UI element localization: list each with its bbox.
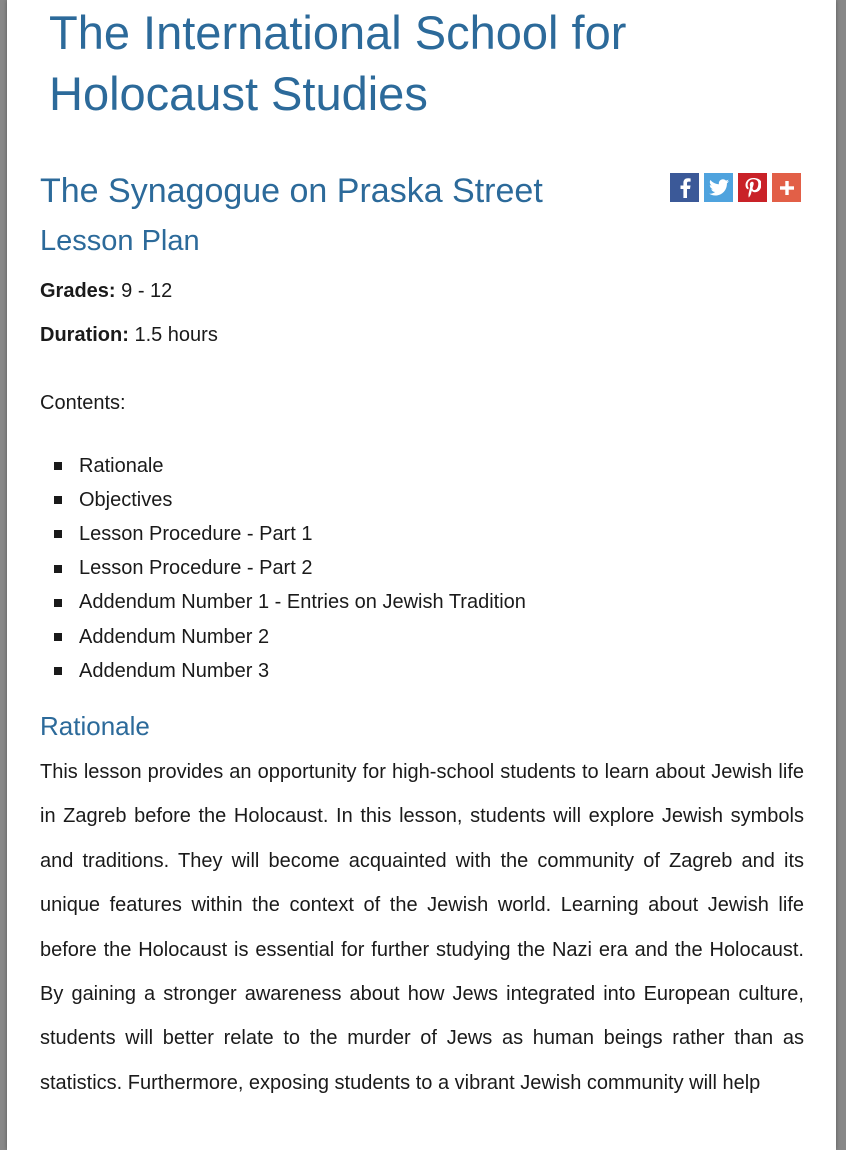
pinterest-share-button[interactable] [738,173,767,202]
toc-link-addendum-2[interactable]: Addendum Number 2 [79,625,270,648]
toc-link-addendum-1[interactable]: Addendum Number 1 - Entries on Jewish Tradition [79,591,526,614]
share-bar [670,173,801,202]
table-of-contents [40,449,526,688]
plus-icon [779,180,795,196]
more-share-button[interactable] [772,173,801,202]
toc-link-rationale[interactable]: Rationale [79,454,164,477]
toc-item[interactable] [40,449,526,483]
bullet-icon [54,462,62,470]
rationale-paragraph: This lesson provides an opportunity for high-school students to learn about Jewish life in Zagreb before the Holocaust. In this lesson, students will explore Jewish symbols and traditions. They will become acquainted with the community of Zagreb and its unique features within the context of the Jewish world. Learning about Jewish life before the Holocaust is essential for further studying the Nazi era and the Holocaust. By gaining a stronger awareness about how Jews integrated into European culture, students will better relate to the murder of Jews as human beings rather than as statistics. Furthermore, exposing students to a vibrant Jewish community will help [40,761,804,1094]
facebook-share-button[interactable] [670,173,699,202]
grades-value: 9 - 12 [115,280,173,302]
pinterest-icon [745,178,761,198]
bullet-icon [54,633,62,641]
grades-line [40,278,172,304]
toc-link-procedure-part-1[interactable]: Lesson Procedure - Part 1 [79,522,313,545]
toc-item[interactable] [40,620,526,654]
twitter-share-button[interactable] [704,173,733,202]
duration-label: Duration: [40,324,129,346]
bullet-icon [54,667,62,675]
facebook-icon [678,178,692,198]
contents-label: Contents: [40,392,126,414]
twitter-icon [709,179,729,196]
toc-item[interactable] [40,552,526,586]
document-page [7,0,836,1150]
toc-link-objectives[interactable]: Objectives [79,488,173,511]
lesson-plan-subtitle: Lesson Plan [40,225,200,257]
toc-item[interactable] [40,654,526,688]
duration-line [40,322,218,348]
bullet-icon [54,599,62,607]
toc-link-addendum-3[interactable]: Addendum Number 3 [79,659,270,682]
grades-label: Grades: [40,280,116,302]
toc-link-procedure-part-2[interactable]: Lesson Procedure - Part 2 [79,557,313,580]
site-title: The International School for Holocaust Studies [49,6,627,120]
duration-value: 1.5 hours [128,324,218,346]
toc-item[interactable] [40,517,526,551]
bullet-icon [54,496,62,504]
bullet-icon [54,565,62,573]
page-title: The Synagogue on Praska Street [40,172,543,210]
toc-item[interactable] [40,483,526,517]
bullet-icon [54,530,62,538]
toc-item[interactable] [40,586,526,620]
rationale-heading: Rationale [40,711,150,741]
